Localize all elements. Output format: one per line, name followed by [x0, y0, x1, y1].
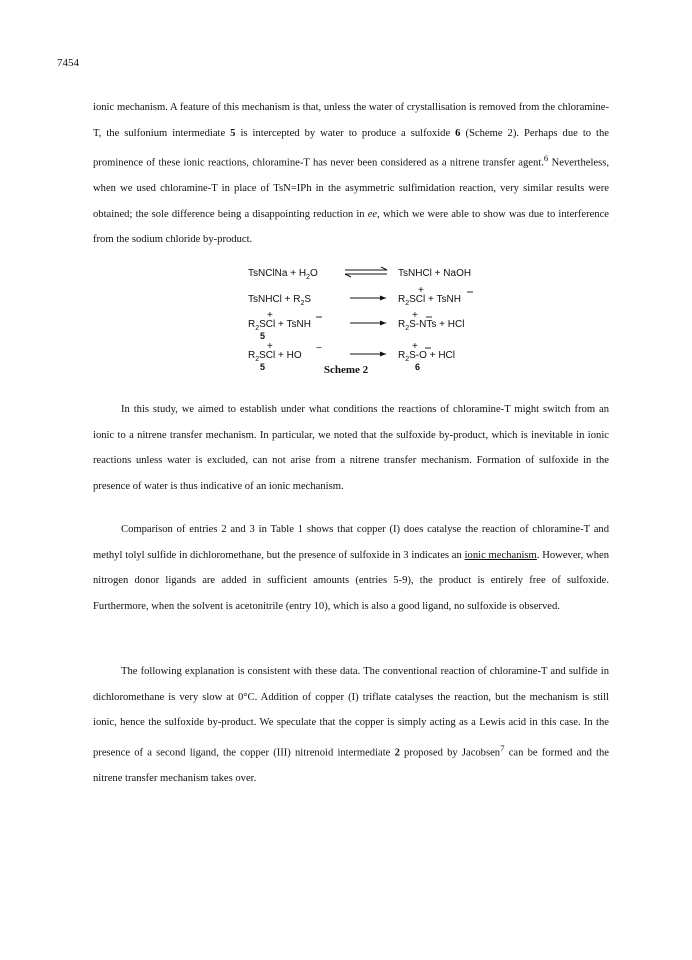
reaction-arrow: [350, 321, 386, 326]
text-span: . However, when nitrogen donor ligands are added in sufficient amounts (entries 5-9), the product is entirely free of sulfoxide. Furthermore, when the solvent is acetonitrile (entry 10), which is also a good ligand, no sulfoxide is observed.: [93, 549, 610, 612]
compound-label-6: 6: [415, 362, 421, 372]
scheme-caption: Scheme 2: [323, 364, 369, 376]
text-span: Comparison of entries 2 and 3 in Table 1 shows that copper (I) does catalyse the reaction of chloramine-T and methyl tolyl sulfide in dichloromethane, but the presence of sulfoxide in 3 indicates an: [93, 524, 609, 561]
equilibrium-arrow: [345, 267, 387, 277]
compound-number: 6: [455, 127, 461, 139]
paragraph-3: [93, 517, 609, 619]
text-span: proposed by Jacobsen: [399, 747, 501, 759]
compound-label-5: 5: [260, 362, 266, 372]
paragraph-2: In this study, we aimed to establish under what conditions the reactions of chloramine-T might switch from an ionic to a nitrene transfer mechanism. In particular, we noted that the sulfoxide by-product, which is inevitable in ionic reactions unless water is excluded, can not arise from a nitrene transfer mechanism. Formation of sulfoxide in the presence of water is thus indicative of an ionic mechanism.: [93, 404, 609, 492]
text-span: , which we were able to show was due to interference from the sodium chloride by-product.: [93, 208, 609, 246]
underlined-term: ionic mechanism: [464, 549, 537, 561]
charge-minus: −: [316, 343, 322, 354]
text-span: Nevertheless, when we used chloramine-T in place of TsN=IPh in the asymmetric sulfimidation reaction, very similar results were obtained; the sole difference being a disappointing reduction in: [93, 157, 609, 220]
charge-plus: +: [267, 310, 273, 321]
scheme-r1-left: TsNClNa + $H_2O$: [248, 268, 318, 281]
charge-plus: +: [418, 285, 424, 296]
compound-number: 2: [394, 747, 400, 759]
reaction-arrow: [350, 296, 386, 301]
text-span: (Scheme 2). Perhaps due to the prominence of these ionic reactions, chloramine-T has never been considered as a nitrene transfer agent.: [93, 127, 609, 169]
scheme-r3-left: $R_2SCl$ + TsNH: [248, 319, 311, 332]
reaction-arrow: [350, 352, 386, 357]
text-span: ionic mechanism. A feature of this mechanism is that, unless the water of crystallisation is removed from the chloramine-T, the sulfonium intermediate: [93, 102, 609, 139]
scheme-r1-right: TsNHCl + NaOH: [398, 268, 472, 279]
scheme-r2-right: $R_2SCl$ + TsNH: [398, 294, 461, 307]
charge-plus: +: [412, 310, 418, 321]
text-span: is intercepted by water to produce a sulfoxide: [235, 127, 456, 139]
scheme-r4-left: $R_2SCl$ + HO: [248, 350, 302, 363]
page-number: 7454: [57, 57, 79, 69]
scheme-r2-left: TsNHCl + $R_2S$: [248, 294, 312, 307]
compound-label-5: 5: [260, 331, 266, 341]
text-span: The following explanation is consistent with these data. The conventional reaction of chloramine-T and sulfide in dichloromethane is very slow at 0°C. Addition of copper (I) triflate catalyses the reaction, but the mechanism is still ionic, hence the sulfoxide by-product. We speculate that the copper is simply acting as a Lewis acid in this case. In the presence of a second ligand, the copper (III) nitrenoid intermediate: [93, 666, 609, 759]
scheme-r3-right: $R_2S$-NTs + HCl: [398, 319, 465, 332]
compound-number: 5: [230, 127, 236, 139]
charge-plus: +: [267, 341, 273, 352]
charge-plus: +: [412, 341, 418, 352]
italic-term: ee: [367, 208, 378, 220]
reference-superscript: 7: [500, 742, 505, 753]
text-span: can be formed and the nitrene transfer mechanism takes over.: [93, 747, 609, 784]
reference-superscript: 6: [543, 153, 549, 163]
scheme-r4-right: $R_2S-O$ + HCl: [398, 350, 455, 363]
paragraph-4: [93, 659, 609, 791]
